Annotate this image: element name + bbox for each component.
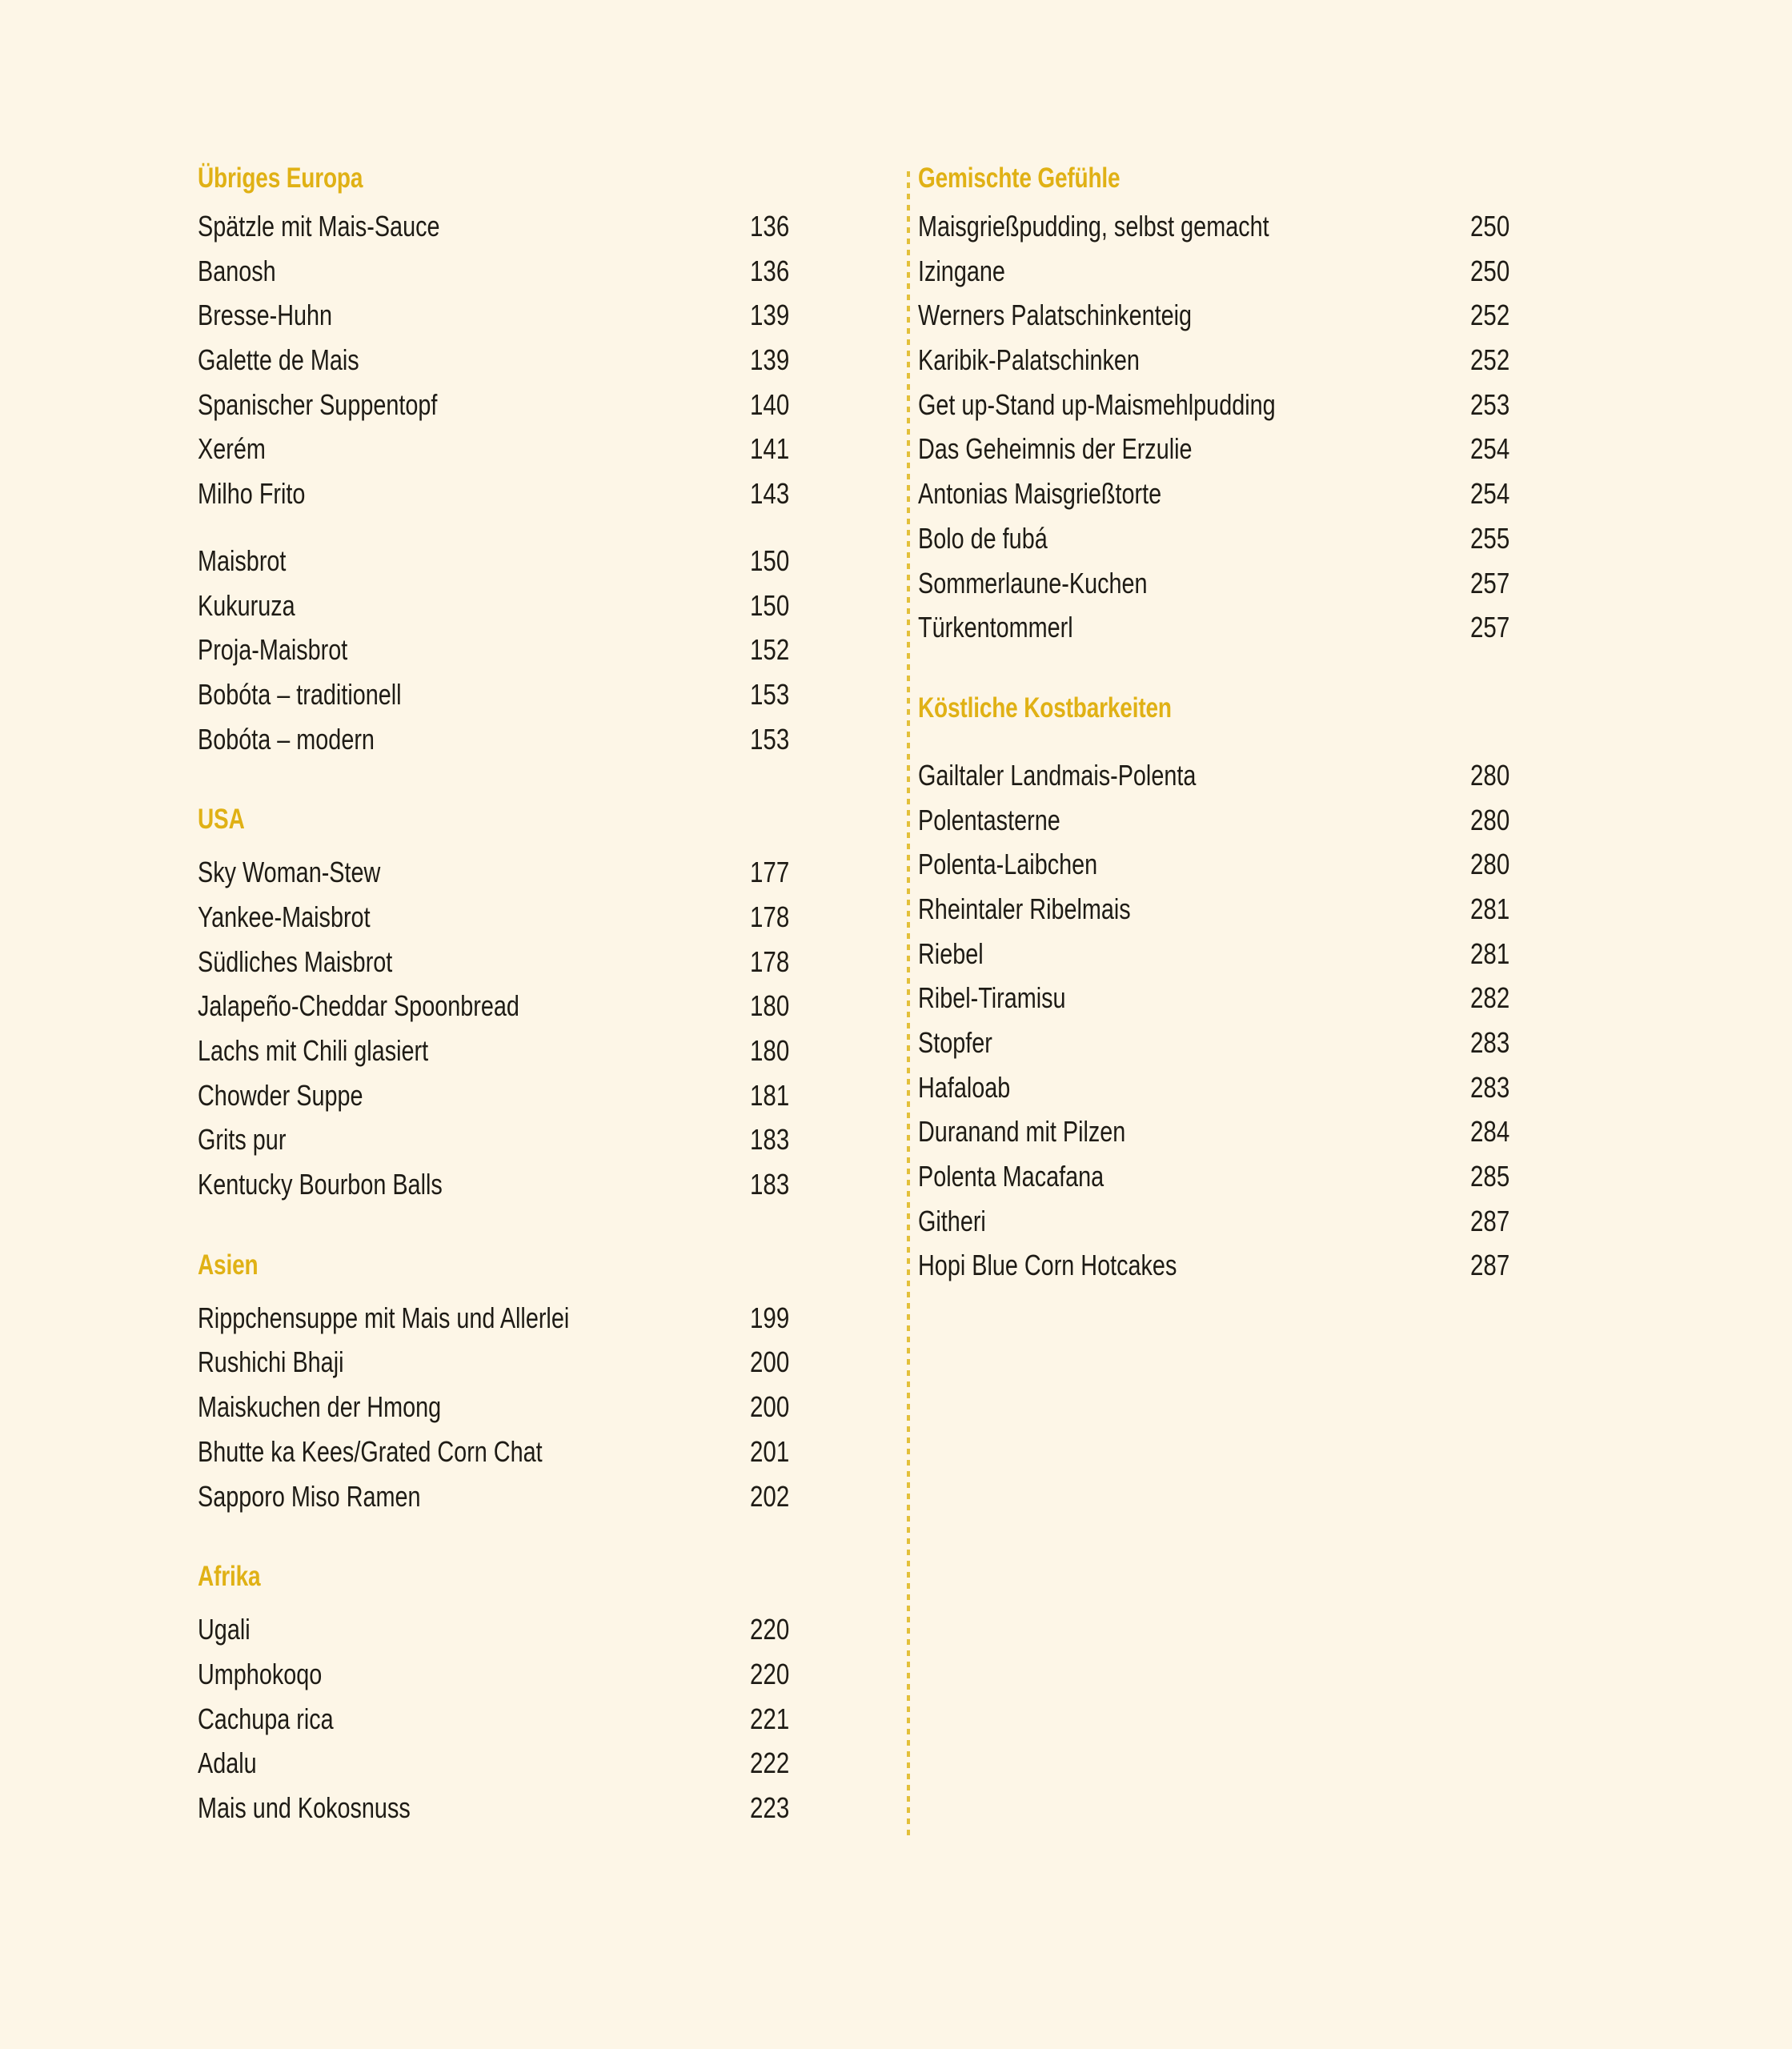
table-of-contents bbox=[198, 164, 1606, 1830]
toc-entry-page-number: 178 bbox=[750, 944, 790, 978]
toc-entry[interactable] bbox=[198, 1296, 886, 1341]
toc-entry-title-cell bbox=[198, 984, 750, 1029]
toc-entry-page-number: 201 bbox=[750, 1434, 790, 1468]
toc-entry-page-number: 285 bbox=[1470, 1160, 1510, 1193]
toc-entry[interactable] bbox=[198, 383, 886, 427]
toc-entry-title-cell bbox=[918, 516, 1470, 561]
toc-entry-title: Polenta Macafana bbox=[918, 1160, 1104, 1193]
toc-entry-title-cell bbox=[918, 932, 1470, 976]
toc-entry-title: Xerém bbox=[198, 432, 266, 466]
toc-entry-page-number: 153 bbox=[750, 722, 790, 756]
section-heading-gemischte-gefuhle bbox=[918, 164, 1606, 204]
toc-entry-title-cell bbox=[918, 605, 1470, 650]
section-spacer bbox=[198, 761, 886, 805]
toc-entry-page-number: 140 bbox=[750, 387, 790, 421]
toc-entry-title: Bobóta – traditionell bbox=[198, 677, 402, 711]
toc-entry[interactable] bbox=[198, 1652, 886, 1697]
toc-entry-title: Rheintaler Ribelmais bbox=[918, 892, 1131, 925]
toc-entry-title: Riebel bbox=[918, 936, 984, 970]
toc-entry[interactable] bbox=[918, 798, 1606, 843]
section-heading-ubriges-europa bbox=[198, 164, 886, 204]
toc-entry-title-cell bbox=[198, 1429, 750, 1474]
toc-entry-page-number: 253 bbox=[1470, 387, 1510, 421]
toc-entry-title-cell bbox=[198, 628, 750, 672]
toc-entry-title-cell bbox=[198, 583, 750, 628]
toc-entry[interactable] bbox=[198, 672, 886, 717]
toc-entry[interactable] bbox=[918, 932, 1606, 976]
toc-entry-page-number: 152 bbox=[750, 633, 790, 667]
section-heading-usa bbox=[198, 805, 886, 850]
toc-entry[interactable] bbox=[198, 628, 886, 672]
toc-entry-title: Rippchensuppe mit Mais und Allerlei bbox=[198, 1301, 570, 1334]
toc-entry[interactable] bbox=[198, 471, 886, 516]
toc-entry-page-number: 150 bbox=[750, 588, 790, 622]
toc-entry-title: Südliches Maisbrot bbox=[198, 944, 393, 978]
section-heading-label: Afrika bbox=[198, 1561, 261, 1593]
toc-entry-page-number: 202 bbox=[750, 1479, 790, 1513]
toc-entry-title: Kentucky Bourbon Balls bbox=[198, 1168, 443, 1201]
toc-entry-title: Githeri bbox=[918, 1204, 986, 1237]
toc-entry-page-number: 283 bbox=[1470, 1070, 1510, 1104]
toc-entry-page-number: 136 bbox=[750, 210, 790, 243]
toc-entry[interactable] bbox=[918, 1154, 1606, 1199]
toc-entry-title-cell bbox=[198, 1697, 750, 1742]
toc-entry[interactable] bbox=[198, 1385, 886, 1429]
toc-entry[interactable] bbox=[198, 583, 886, 628]
toc-entry-title: Lachs mit Chili glasiert bbox=[198, 1034, 429, 1067]
toc-entry[interactable] bbox=[198, 940, 886, 984]
toc-entry[interactable] bbox=[198, 850, 886, 895]
toc-entry[interactable] bbox=[918, 1199, 1606, 1244]
toc-entry-page-number: 250 bbox=[1470, 254, 1510, 287]
toc-entry-title-cell bbox=[198, 1786, 750, 1830]
toc-entry-page-number: 254 bbox=[1470, 432, 1510, 466]
toc-entry-title: Bobóta – modern bbox=[198, 722, 375, 756]
toc-entry[interactable] bbox=[198, 338, 886, 383]
toc-entry-title-cell bbox=[918, 887, 1470, 932]
toc-entry-title: Yankee-Maisbrot bbox=[198, 900, 371, 933]
toc-entry[interactable] bbox=[198, 1697, 886, 1742]
section-heading-label: Übriges Europa bbox=[198, 162, 363, 194]
section-heading-label: USA bbox=[198, 804, 245, 836]
toc-entry-page-number: 252 bbox=[1470, 299, 1510, 332]
toc-entry-title-cell bbox=[198, 672, 750, 717]
toc-entry-title-cell bbox=[198, 1162, 750, 1207]
toc-entry-title: Ribel-Tiramisu bbox=[918, 981, 1066, 1015]
toc-entry-title: Antonias Maisgrießtorte bbox=[918, 477, 1162, 511]
toc-entry-title-cell bbox=[918, 976, 1470, 1020]
toc-entry-title: Sky Woman-Stew bbox=[198, 856, 381, 889]
toc-entry[interactable] bbox=[198, 293, 886, 338]
toc-entry-title: Banosh bbox=[198, 254, 276, 287]
toc-entry-title: Karibik-Palatschinken bbox=[918, 343, 1140, 377]
toc-entry-title-cell bbox=[918, 338, 1470, 383]
toc-entry-title: Chowder Suppe bbox=[198, 1078, 363, 1112]
toc-entry-page-number: 283 bbox=[1470, 1026, 1510, 1059]
toc-entry-page-number: 181 bbox=[750, 1078, 790, 1112]
toc-entry-title: Jalapeño-Cheddar Spoonbread bbox=[198, 989, 519, 1023]
toc-entry-page-number: 280 bbox=[1470, 848, 1510, 881]
toc-entry-title: Grits pur bbox=[198, 1123, 287, 1157]
toc-entry-page-number: 257 bbox=[1470, 611, 1510, 644]
toc-entry[interactable] bbox=[198, 984, 886, 1029]
section-heading-asien bbox=[198, 1251, 886, 1296]
toc-entry-title: Das Geheimnis der Erzulie bbox=[918, 432, 1193, 466]
toc-entry-title-cell bbox=[918, 293, 1470, 338]
section-heading-label: Gemischte Gefühle bbox=[918, 162, 1121, 194]
toc-entry[interactable] bbox=[198, 1741, 886, 1786]
toc-entry-title-cell bbox=[198, 1385, 750, 1429]
toc-entry[interactable] bbox=[918, 293, 1606, 338]
toc-entry-page-number: 180 bbox=[750, 989, 790, 1023]
toc-entry[interactable] bbox=[918, 249, 1606, 294]
toc-entry-page-number: 284 bbox=[1470, 1115, 1510, 1149]
toc-entry-title-cell bbox=[198, 427, 750, 471]
toc-entry-title: Bolo de fubá bbox=[918, 521, 1048, 555]
toc-entry-title: Stopfer bbox=[918, 1026, 992, 1059]
toc-entry-title-cell bbox=[918, 471, 1470, 516]
toc-entry[interactable] bbox=[198, 1429, 886, 1474]
toc-entry[interactable] bbox=[198, 1117, 886, 1162]
toc-entry-title-cell bbox=[198, 1073, 750, 1118]
section-spacer bbox=[198, 1518, 886, 1562]
toc-entry-page-number: 143 bbox=[750, 477, 790, 511]
toc-entry-page-number: 200 bbox=[750, 1345, 790, 1379]
toc-entry-page-number: 222 bbox=[750, 1746, 790, 1780]
toc-entry-title: Proja-Maisbrot bbox=[198, 633, 348, 667]
heading-spacer bbox=[918, 739, 1606, 753]
toc-entry-page-number: 287 bbox=[1470, 1204, 1510, 1237]
section-heading-label: Asien bbox=[198, 1249, 259, 1281]
toc-entry-page-number: 199 bbox=[750, 1301, 790, 1334]
toc-entry-title-cell bbox=[918, 1109, 1470, 1154]
toc-entry-title-cell bbox=[198, 1117, 750, 1162]
toc-entry[interactable] bbox=[198, 717, 886, 762]
toc-entry-title-cell bbox=[198, 1340, 750, 1385]
toc-entry[interactable] bbox=[198, 1029, 886, 1073]
toc-entry-title: Sommerlaune-Kuchen bbox=[918, 566, 1148, 599]
section-heading-label: Köstliche Kostbarkeiten bbox=[918, 692, 1172, 724]
toc-entry-page-number: 282 bbox=[1470, 981, 1510, 1015]
toc-entry[interactable] bbox=[198, 1786, 886, 1830]
toc-entry-title: Spanischer Suppentopf bbox=[198, 387, 438, 421]
toc-entry-title-cell bbox=[198, 1474, 750, 1519]
toc-entry[interactable] bbox=[918, 561, 1606, 606]
toc-entry-title: Kukuruza bbox=[198, 588, 295, 622]
toc-entry-title-cell bbox=[198, 471, 750, 516]
toc-entry-title-cell bbox=[918, 249, 1470, 294]
toc-entry-title-cell bbox=[918, 1020, 1470, 1065]
toc-entry-title-cell bbox=[198, 383, 750, 427]
toc-entry-title: Spätzle mit Mais-Sauce bbox=[198, 210, 440, 243]
toc-entry-page-number: 180 bbox=[750, 1034, 790, 1067]
toc-entry-title-cell bbox=[918, 561, 1470, 606]
toc-entry-page-number: 136 bbox=[750, 254, 790, 287]
toc-entry-page-number: 280 bbox=[1470, 758, 1510, 792]
toc-entry[interactable] bbox=[918, 1243, 1606, 1288]
toc-entry-page-number: 200 bbox=[750, 1390, 790, 1424]
toc-entry[interactable] bbox=[198, 427, 886, 471]
section-heading-afrika bbox=[198, 1562, 886, 1607]
toc-entry-title: Adalu bbox=[198, 1746, 257, 1780]
toc-entry-title-cell bbox=[198, 338, 750, 383]
toc-entry-title: Polenta-Laibchen bbox=[918, 848, 1098, 881]
toc-entry-title: Izingane bbox=[918, 254, 1005, 287]
toc-entry[interactable] bbox=[198, 1162, 886, 1207]
toc-entry-page-number: 281 bbox=[1470, 892, 1510, 925]
toc-entry-page-number: 252 bbox=[1470, 343, 1510, 377]
toc-entry[interactable] bbox=[198, 1474, 886, 1519]
toc-entry-title-cell bbox=[918, 1199, 1470, 1244]
toc-entry-title: Gailtaler Landmais-Polenta bbox=[918, 758, 1197, 792]
toc-entry-page-number: 139 bbox=[750, 343, 790, 377]
toc-entry-title-cell bbox=[918, 1065, 1470, 1110]
toc-entry[interactable] bbox=[918, 427, 1606, 471]
toc-entry[interactable] bbox=[918, 338, 1606, 383]
toc-entry-page-number: 183 bbox=[750, 1123, 790, 1157]
toc-entry[interactable] bbox=[918, 976, 1606, 1020]
toc-entry-title: Get up-Stand up-Maismehlpudding bbox=[918, 387, 1276, 421]
toc-entry-title-cell bbox=[198, 940, 750, 984]
toc-entry-title-cell bbox=[198, 1296, 750, 1341]
toc-entry-page-number: 183 bbox=[750, 1168, 790, 1201]
toc-entry-page-number: 153 bbox=[750, 677, 790, 711]
toc-entry[interactable] bbox=[918, 842, 1606, 887]
toc-entry-page-number: 139 bbox=[750, 299, 790, 332]
toc-column-right bbox=[918, 164, 1606, 1288]
toc-entry-title: Duranand mit Pilzen bbox=[918, 1115, 1126, 1149]
toc-entry[interactable] bbox=[198, 204, 886, 249]
toc-entry-title: Bhutte ka Kees/Grated Corn Chat bbox=[198, 1434, 543, 1468]
toc-entry-title-cell bbox=[198, 850, 750, 895]
toc-entry[interactable] bbox=[198, 895, 886, 940]
section-spacer bbox=[918, 650, 1606, 694]
toc-entry-title-cell bbox=[198, 1652, 750, 1697]
toc-entry[interactable] bbox=[918, 1065, 1606, 1110]
toc-entry-title-cell bbox=[918, 842, 1470, 887]
toc-entry-page-number: 177 bbox=[750, 856, 790, 889]
toc-entry-title-cell bbox=[198, 1607, 750, 1652]
toc-entry-page-number: 287 bbox=[1470, 1249, 1510, 1282]
toc-entry-title: Hopi Blue Corn Hotcakes bbox=[918, 1249, 1177, 1282]
toc-entry-page-number: 223 bbox=[750, 1790, 790, 1824]
toc-entry-title: Bresse-Huhn bbox=[198, 299, 333, 332]
toc-entry-title-cell bbox=[918, 427, 1470, 471]
toc-entry-title: Polentasterne bbox=[918, 803, 1060, 836]
toc-entry[interactable] bbox=[918, 1020, 1606, 1065]
toc-entry-title-cell bbox=[198, 204, 750, 249]
toc-entry[interactable] bbox=[198, 1340, 886, 1385]
toc-entry-title: Mais und Kokosnuss bbox=[198, 1790, 411, 1824]
toc-entry-title-cell bbox=[198, 1029, 750, 1073]
toc-entry-title: Cachupa rica bbox=[198, 1702, 334, 1735]
toc-entry-title-cell bbox=[918, 753, 1470, 798]
toc-entry-title-cell bbox=[198, 539, 750, 583]
toc-entry-page-number: 281 bbox=[1470, 936, 1510, 970]
toc-column-left bbox=[198, 164, 886, 1830]
toc-entry-title-cell bbox=[198, 717, 750, 762]
toc-entry-title: Werners Palatschinkenteig bbox=[918, 299, 1193, 332]
toc-entry[interactable] bbox=[918, 605, 1606, 650]
toc-entry-title: Türkentommerl bbox=[918, 611, 1073, 644]
toc-entry[interactable] bbox=[198, 539, 886, 583]
toc-entry[interactable] bbox=[918, 887, 1606, 932]
toc-entry-title-cell bbox=[918, 798, 1470, 843]
toc-entry-page-number: 141 bbox=[750, 432, 790, 466]
section-spacer bbox=[198, 516, 886, 539]
toc-entry-page-number: 257 bbox=[1470, 566, 1510, 599]
toc-entry-title-cell bbox=[198, 249, 750, 294]
section-heading-kostliche-kostbarkeiten bbox=[918, 694, 1606, 739]
toc-entry[interactable] bbox=[918, 383, 1606, 427]
toc-entry-title: Ugali bbox=[198, 1613, 251, 1646]
toc-entry-title-cell bbox=[918, 1243, 1470, 1288]
toc-entry[interactable] bbox=[918, 753, 1606, 798]
toc-entry[interactable] bbox=[198, 249, 886, 294]
toc-entry-page-number: 250 bbox=[1470, 210, 1510, 243]
toc-entry-page-number: 280 bbox=[1470, 803, 1510, 836]
toc-entry[interactable] bbox=[918, 471, 1606, 516]
toc-entry-title: Hafaloab bbox=[918, 1070, 1011, 1104]
toc-entry-page-number: 255 bbox=[1470, 521, 1510, 555]
toc-entry-title-cell bbox=[198, 293, 750, 338]
toc-entry-title: Galette de Mais bbox=[198, 343, 359, 377]
toc-entry-page-number: 254 bbox=[1470, 477, 1510, 511]
toc-entry[interactable] bbox=[198, 1073, 886, 1118]
toc-entry-title-cell bbox=[198, 1741, 750, 1786]
toc-entry-page-number: 178 bbox=[750, 900, 790, 933]
toc-entry[interactable] bbox=[918, 516, 1606, 561]
toc-entry-title-cell bbox=[918, 1154, 1470, 1199]
toc-entry-title-cell bbox=[918, 383, 1470, 427]
section-spacer bbox=[198, 1207, 886, 1251]
toc-entry-page-number: 221 bbox=[750, 1702, 790, 1735]
toc-entry-page-number: 150 bbox=[750, 543, 790, 577]
toc-entry-page-number: 220 bbox=[750, 1657, 790, 1690]
toc-entry-title: Maiskuchen der Hmong bbox=[198, 1390, 442, 1424]
toc-entry-title: Rushichi Bhaji bbox=[198, 1345, 344, 1379]
toc-entry-title: Maisgrießpudding, selbst gemacht bbox=[918, 210, 1269, 243]
toc-entry-title: Sapporo Miso Ramen bbox=[198, 1479, 421, 1513]
toc-entry-title: Umphokoqo bbox=[198, 1657, 323, 1690]
toc-entry-title-cell bbox=[918, 204, 1470, 249]
toc-entry-title: Maisbrot bbox=[198, 543, 287, 577]
toc-entry[interactable] bbox=[918, 1109, 1606, 1154]
toc-entry[interactable] bbox=[198, 1607, 886, 1652]
toc-entry-title: Milho Frito bbox=[198, 477, 306, 511]
toc-entry[interactable] bbox=[918, 204, 1606, 249]
toc-entry-title-cell bbox=[198, 895, 750, 940]
toc-entry-page-number: 220 bbox=[750, 1613, 790, 1646]
